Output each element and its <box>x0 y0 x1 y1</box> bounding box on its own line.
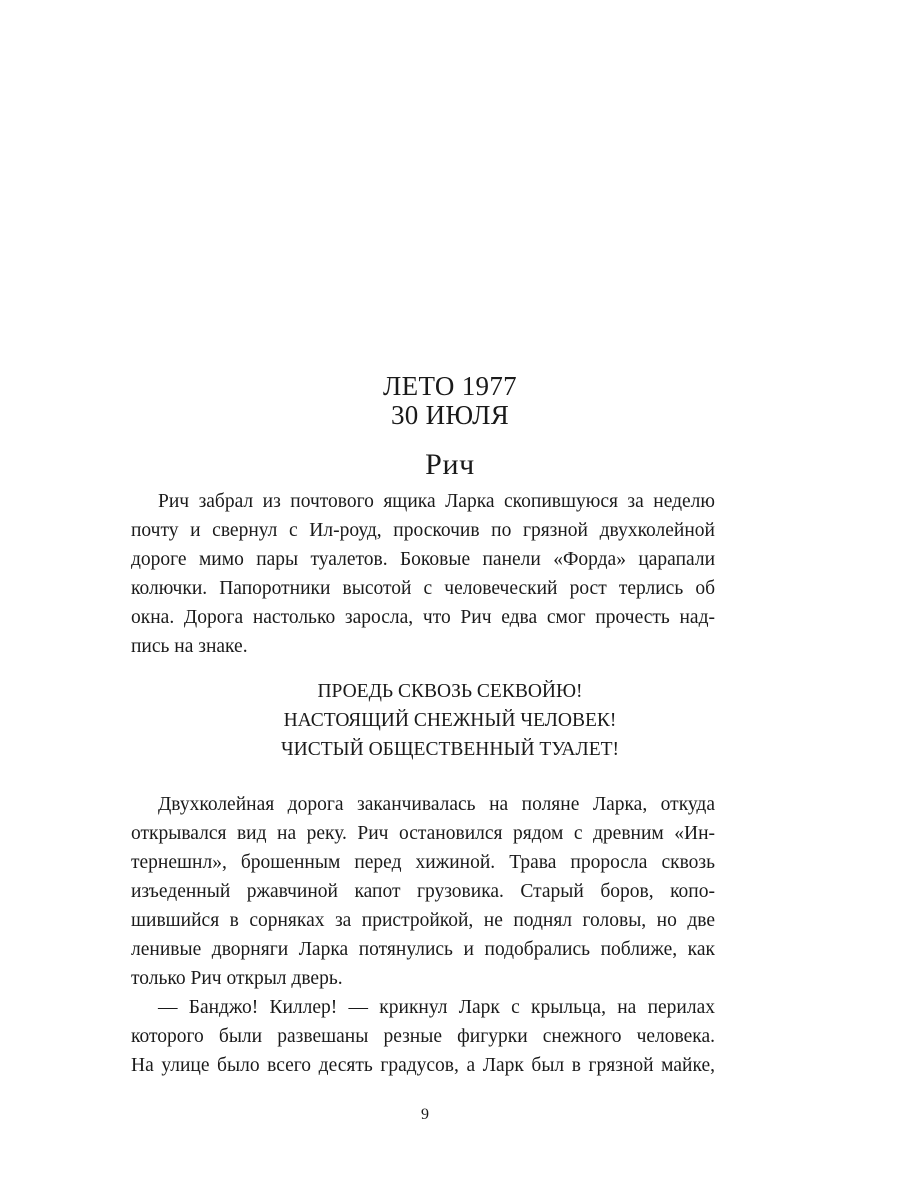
text-line: ленивые дворняги Ларка потянулись и подобрались поближе, как <box>131 939 715 960</box>
text-line: Рич забрал из почтового ящика Ларка скопившуюся за неделю <box>158 491 715 512</box>
chapter-title: Рич <box>425 448 475 481</box>
road-sign-text <box>0 677 900 764</box>
text-line: почту и свернул с Ил-роуд, проскочив по грязной двухколейной <box>131 520 715 541</box>
text-line: окна. Дорога настолько заросла, что Рич едва смог прочесть над- <box>131 607 715 628</box>
text-line: Двухколейная дорога заканчивалась на поляне Ларка, откуда <box>158 794 715 815</box>
text-line: дороге мимо пары туалетов. Боковые панели «Форда» царапали <box>131 549 715 570</box>
text-line: — Банджо! Киллер! — крикнул Ларк с крыльца, на перилах <box>158 997 715 1018</box>
text-line: На улице было всего десять градусов, а Ларк был в грязной майке, <box>131 1055 715 1076</box>
sign-line: НАСТОЯЩИЙ СНЕЖНЫЙ ЧЕЛОВЕК! <box>283 710 617 731</box>
text-line: изъеденный ржавчиной капот грузовика. Старый боров, копо- <box>131 881 715 902</box>
paragraph-2 <box>131 790 715 1080</box>
text-line: колючки. Папоротники высотой с человеческий рост терлись об <box>131 578 715 599</box>
page-number: 9 <box>421 1106 429 1123</box>
text-line: открывался вид на реку. Рич остановился рядом с древним «Ин- <box>131 823 715 844</box>
text-line: пись на знаке. <box>131 636 248 657</box>
paragraph-1 <box>131 487 715 661</box>
text-line: тернешнл», брошенным перед хижиной. Трава проросла сквозь <box>131 852 715 873</box>
sign-line: ЧИСТЫЙ ОБЩЕСТВЕННЫЙ ТУАЛЕТ! <box>280 739 620 760</box>
text-line: которого были развешаны резные фигурки снежного человека. <box>131 1026 715 1047</box>
text-line: шившийся в сорняках за пристройкой, не поднял головы, но две <box>131 910 715 931</box>
section-heading-season: ЛЕТО 1977 <box>383 371 517 401</box>
section-heading-date: 30 ИЮЛЯ <box>390 400 510 430</box>
text-line: только Рич открыл дверь. <box>131 968 343 989</box>
sign-line: ПРОЕДЬ СКВОЗЬ СЕКВОЙЮ! <box>317 681 583 702</box>
